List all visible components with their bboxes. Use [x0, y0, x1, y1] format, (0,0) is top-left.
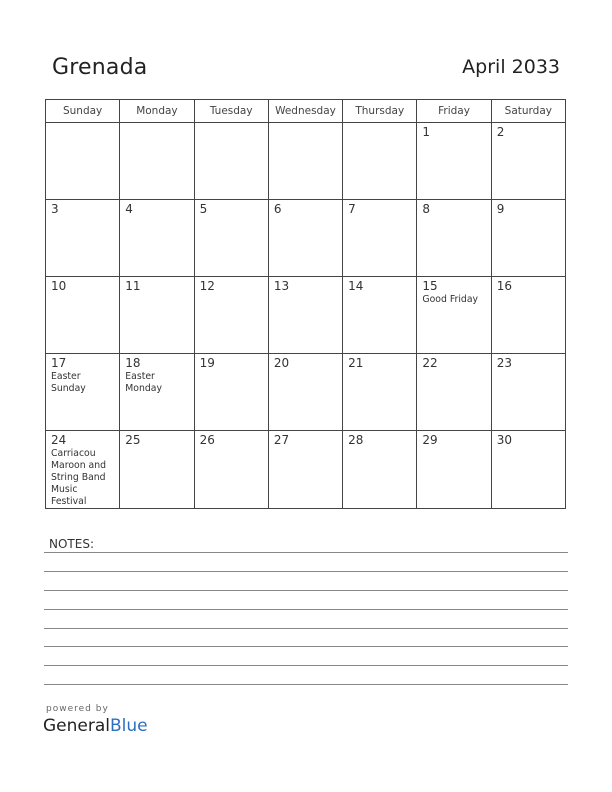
calendar-day-cell	[268, 123, 342, 200]
calendar-day-cell	[46, 200, 120, 277]
day-number: 4	[125, 202, 133, 216]
calendar-day-cell	[417, 354, 491, 431]
calendar-week-row	[46, 277, 566, 354]
calendar-day-cell	[417, 200, 491, 277]
calendar-day-cell	[268, 277, 342, 354]
calendar-day-cell	[46, 431, 120, 509]
calendar-week-row	[46, 123, 566, 200]
calendar-day-cell	[46, 123, 120, 200]
note-line	[44, 684, 568, 685]
powered-by-text: powered by	[46, 704, 109, 714]
calendar-day-cell	[268, 200, 342, 277]
note-line	[44, 552, 568, 553]
calendar-day-cell	[491, 354, 565, 431]
calendar-day-cell	[120, 354, 194, 431]
day-number: 20	[273, 356, 290, 370]
day-number: 30	[496, 433, 512, 447]
note-line	[44, 590, 568, 591]
calendar-day-cell	[491, 277, 565, 354]
calendar-day-cell	[491, 431, 565, 509]
calendar-day-cell	[343, 123, 417, 200]
day-number: 16	[496, 279, 512, 293]
calendar-day-cell	[417, 123, 491, 200]
calendar-day-cell	[268, 354, 342, 431]
day-number: 2	[496, 125, 505, 139]
day-number: 26	[199, 433, 215, 447]
day-number: 8	[422, 202, 431, 216]
holiday-label: Carriacou Maroon and String Band Music Festival	[51, 448, 107, 507]
calendar-country-title: Grenada	[52, 55, 148, 80]
weekday-header: Tuesday	[194, 100, 268, 123]
calendar-day-cell	[417, 277, 491, 354]
calendar-day-cell	[120, 123, 194, 200]
note-line	[44, 628, 568, 629]
brand-blue: Blue	[110, 716, 148, 736]
calendar-day-cell	[491, 123, 565, 200]
calendar-day-cell	[194, 431, 268, 509]
notes-label: NOTES:	[49, 537, 94, 551]
calendar-day-cell	[343, 200, 417, 277]
day-number: 5	[199, 202, 208, 216]
day-number: 24	[51, 433, 67, 447]
calendar-week-row	[46, 431, 566, 509]
note-line	[44, 571, 568, 572]
note-line	[44, 609, 568, 610]
calendar-day-cell	[120, 431, 194, 509]
calendar-day-cell	[417, 431, 491, 509]
calendar-day-cell	[120, 277, 194, 354]
weekday-header: Sunday	[46, 100, 120, 123]
day-number: 14	[348, 279, 364, 293]
day-number: 13	[273, 279, 290, 293]
calendar-day-cell	[343, 431, 417, 509]
day-number: 10	[51, 279, 67, 293]
day-number: 12	[199, 279, 215, 293]
weekday-header: Monday	[120, 100, 194, 123]
day-number: 22	[422, 356, 438, 370]
day-number: 29	[422, 433, 438, 447]
calendar-day-cell	[46, 354, 120, 431]
day-number: 9	[496, 202, 505, 216]
day-number: 21	[348, 356, 364, 370]
calendar-day-cell	[343, 354, 417, 431]
calendar-day-cell	[491, 200, 565, 277]
day-number: 18	[125, 356, 141, 370]
calendar-day-cell	[194, 277, 268, 354]
brand-general: General	[43, 716, 110, 736]
calendar-day-cell	[343, 277, 417, 354]
calendar-week-row	[46, 354, 566, 431]
day-number: 3	[51, 202, 59, 216]
day-number: 6	[273, 202, 282, 216]
calendar-day-cell	[120, 200, 194, 277]
calendar-weeks	[46, 123, 566, 509]
holiday-label: Easter Monday	[125, 371, 162, 394]
holiday-label: Good Friday	[422, 294, 479, 305]
calendar-day-cell	[46, 277, 120, 354]
note-line	[44, 646, 568, 647]
day-number: 15	[422, 279, 438, 293]
calendar-day-cell	[194, 354, 268, 431]
calendar-day-cell	[194, 123, 268, 200]
day-number: 17	[51, 356, 67, 370]
calendar-day-cell	[194, 200, 268, 277]
note-line	[44, 665, 568, 666]
calendar-week-row	[46, 200, 566, 277]
day-number: 1	[422, 125, 431, 139]
weekday-header: Friday	[417, 100, 491, 123]
day-number: 23	[496, 356, 512, 370]
calendar-day-cell	[268, 431, 342, 509]
weekday-header: Saturday	[491, 100, 565, 123]
day-number: 25	[125, 433, 141, 447]
weekday-header: Thursday	[343, 100, 417, 123]
calendar-month-year: April 2033	[462, 56, 560, 78]
day-number: 7	[348, 202, 356, 216]
weekday-header-row	[46, 100, 566, 123]
day-number: 27	[273, 433, 290, 447]
calendar-grid	[45, 99, 566, 509]
day-number: 19	[199, 356, 215, 370]
holiday-label: Easter Sunday	[51, 371, 86, 394]
day-number: 11	[125, 279, 141, 293]
generalblue-logo[interactable]	[43, 716, 148, 736]
weekday-header: Wednesday	[268, 100, 342, 123]
day-number: 28	[348, 433, 364, 447]
